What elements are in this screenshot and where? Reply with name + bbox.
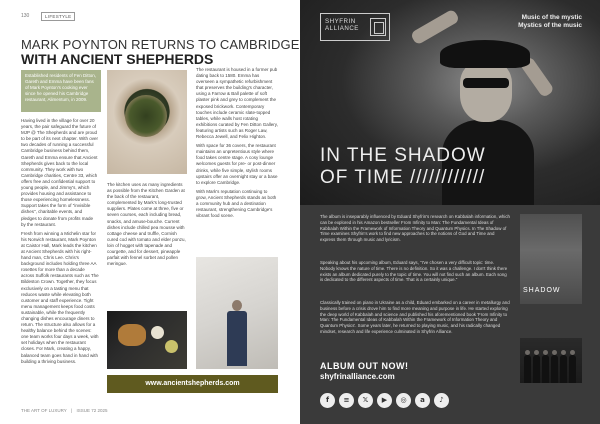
instagram-icon[interactable]: ◎ bbox=[396, 393, 411, 408]
column-3 bbox=[196, 67, 278, 222]
tagline-line-1: Music of the mystic bbox=[521, 14, 582, 21]
spotify-icon[interactable]: ≡ bbox=[339, 393, 354, 408]
col3-para: With space for 36 covers, the restaurant maintains an unpretentious style where food takes centre stage. A cosy lounge welcomes guests for pre- or post-dinner drinks, while five simple, stylish rooms upstairs offer an overnight stay or a base to explore Cambridge. bbox=[196, 143, 278, 185]
footer-issue: ISSUE 72 2025 bbox=[76, 408, 108, 413]
bread-loaf bbox=[118, 324, 146, 346]
col1-para: Fresh from winning a Michelin star for his Norwich restaurant, Mark Poynton at Caistor Hall, Mark leads the kitchen at Ancient Shepherds with his right-hand man, Chris Lee. Chris's background includes holding three AA rosettes for more than a decade across Suffolk restaurants such as The Bildeston Crown. Together, they focus exclusively on a tasting menu that reduces waste while elevating both customer and staff experience. Tight menu management keeps food costs sustainable, while the frequently changing dishes encourage diners to return. The structure also allows for a healthy balance behind the scenes: one team works four days a week, with set holidays when the restaurant closes. For Mark, creating a happy, balanced team goes hand in hand with building a thriving business. bbox=[21, 230, 99, 364]
shyfrin-logo bbox=[320, 13, 390, 41]
shyfrin-url[interactable]: shyfrinalliance.com bbox=[320, 372, 395, 381]
tagline bbox=[518, 14, 582, 30]
footer-magazine: THE ART OF LUXURY bbox=[21, 408, 67, 413]
col3-para: With Mark's reputation continuing to grow, Ancient Shepherds stands as both a community hub and a destination restaurant, strengthening Cambridge's vibrant food scene. bbox=[196, 188, 277, 219]
dip-dish bbox=[165, 340, 178, 353]
logo-line-2: ALLIANCE bbox=[325, 25, 359, 32]
col1-para: Having lived in the village for over 20 years, the pair safeguard the future of MJP @ The Shepherds and are proud to be part of its next chapter. With over two decades of running a successful Cambridge business behind them, Gareth and Emma ensure that Ancient Shepherds gives back to the local community. They work with two Cambridge charities, Centre 33, which offers free and confidential support to young people, and Jimmy's, which provides housing and assistance to those experiencing homelessness. Support takes the form of "invisible dishes", charitable events, and pledges to donate from profits made by the restaurant. bbox=[21, 118, 99, 227]
footer: THE ART OF LUXURY | ISSUE 72 2025 bbox=[21, 408, 108, 413]
restaurant-url[interactable]: www.ancientshepherds.com bbox=[107, 375, 278, 393]
chef-figure bbox=[225, 300, 249, 366]
amazon-icon[interactable]: a bbox=[415, 393, 430, 408]
headline-line-2: WITH ANCIENT SHEPHERDS bbox=[21, 51, 214, 67]
tagline-line-2: Mystics of the music bbox=[518, 22, 582, 29]
intro-box: Established residents of Fen Ditton, Gareth and Emma have been fans of Mark Poynton's cooking ever since he opened his Cambridge restaurant, Alimentum, in 2009. bbox=[21, 70, 101, 112]
artist-face bbox=[460, 62, 512, 122]
youtube-icon[interactable]: ▶ bbox=[377, 393, 392, 408]
album-out-now: ALBUM OUT NOW! bbox=[320, 361, 409, 371]
artist-hat bbox=[440, 40, 530, 68]
cover-title: SHADOW bbox=[523, 287, 561, 294]
body-paragraph: Classically trained on piano in Ukraine as a child, Eduard embarked on a career in metallurgy and business before a crisis drove him to find more meaning and purpose in life. He started exploring the deep world of Kabbalah and science and published his aforementioned book 'From Infinity to Man: The Fundamental Ideas of Kabbalah Within the Framework of Information Theory and Quantum Physics'. Some years later, he returned to playing music, and his radically changed mindset, research and life experience culminated in Shyfrin Alliance. bbox=[320, 300, 510, 334]
logo-line-1: SHYFRIN bbox=[325, 18, 356, 25]
band-photo bbox=[520, 338, 582, 383]
body-paragraph: Speaking about his upcoming album, Eduard says, "I've chosen a very difficult topic: time. Nobody knows the nature of time. There is no definition. So it was a challenge. I don't think there exists an album dedicated purely to the topic of time. You will not find such an album. Each song is dedicated to the different aspects of time. That is a certainly unique." bbox=[320, 260, 508, 283]
headline-line-1: MARK POYNTON RETURNS TO CAMBRIDGE bbox=[21, 37, 300, 52]
raised-arm bbox=[410, 8, 460, 45]
apple-music-icon[interactable]: ♪ bbox=[434, 393, 449, 408]
column-1 bbox=[21, 118, 99, 368]
album-title-line-2: OF TIME //////////// bbox=[320, 167, 486, 188]
x-icon[interactable]: 𝕏 bbox=[358, 393, 373, 408]
col3-para: The restaurant is housed in a former pub dating back to 1580. Emma has overseen a sympathetic refurbishment that preserves the building's character, using a Farrow & Ball palette of soft plaster pink and grey to complement the exposed brickwork. Contemporary touches include ceramic slate-topped tables, while walls host rotating exhibitions curated by Fen Ditton Gallery, featuring artists such as Roger Law, Rebecca Jewell, and Felix Highton. bbox=[196, 67, 278, 140]
food-garnish bbox=[125, 95, 167, 137]
column-2 bbox=[107, 182, 187, 270]
social-links bbox=[320, 393, 449, 408]
facebook-icon[interactable]: f bbox=[320, 393, 335, 408]
album-title-line-1: IN THE SHADOW bbox=[320, 145, 486, 166]
page-number: 130 bbox=[21, 13, 30, 19]
album-title bbox=[320, 145, 486, 189]
butter-dish bbox=[151, 326, 164, 339]
sunglasses bbox=[463, 78, 509, 88]
logo-mark-icon bbox=[370, 18, 386, 36]
body-paragraph: The album is inseparably influenced by Eduard Shyfrin's research on Kabbalah information, which can be explored in his Amazon bestseller From Infinity to Man: The Fundamental Ideas of Kabbalah Within the Framework of Information Theory and Quantum Physics. In The Shadow of Time examines Shyfrin's work to find new approaches to the notions of God and Time and express them through music and lyricism. bbox=[320, 214, 510, 243]
album-cover bbox=[520, 214, 582, 304]
section-tag: LIFESTYLE bbox=[41, 12, 75, 21]
right-page bbox=[300, 0, 600, 424]
col2-para: The kitchen uses as many ingredients as possible from the Kitchen Garden at the back of the restaurant, complemented by Mark's long-trusted suppliers. Plates come at three, five or seven courses, each including bread, snacks, and amuse-bouche. Current dishes include chilled pea mousse with cottage cheese and truffle, Cornish cured cod with tomato and elder ponzu, loin of hogget with tapenade and courgette, and for dessert, pineapple parfait with fennel sorbet and pollen meringue. bbox=[107, 182, 186, 267]
